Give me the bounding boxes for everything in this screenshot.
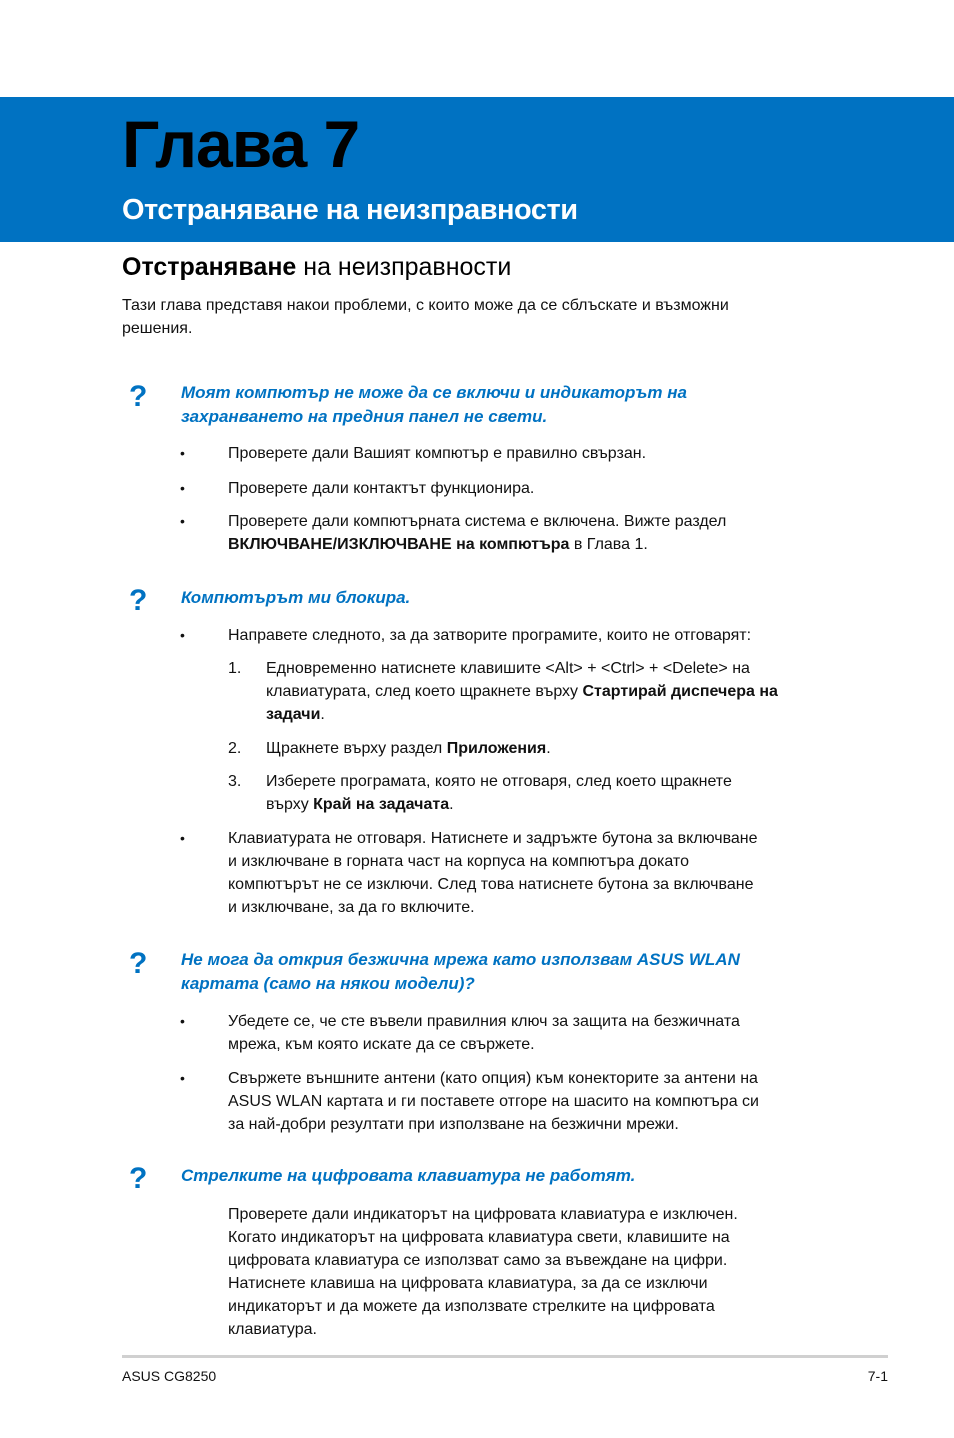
q3-bullet-2 xyxy=(228,1067,833,1136)
bullet-icon: • xyxy=(180,830,185,846)
step-line: върху xyxy=(266,796,314,813)
intro-paragraph xyxy=(122,294,822,340)
chapter-title: Глава 7 xyxy=(122,107,360,181)
answer-line: клавиатура. xyxy=(228,1321,317,1338)
question-1 xyxy=(181,381,821,429)
bullet-icon: • xyxy=(180,513,185,529)
question-mark-icon: ? xyxy=(129,1162,148,1195)
bullet-icon: • xyxy=(180,1070,185,1086)
bullet-line: Свържете външните антени (като опция) към конекторите за антени на xyxy=(228,1070,758,1087)
answer-line: Когато индикаторът на цифровата клавиатура свети, клавишите на xyxy=(228,1229,730,1246)
q2-step-1 xyxy=(266,657,836,726)
footer-product-name: ASUS CG8250 xyxy=(122,1368,217,1384)
q2-step-2 xyxy=(266,737,836,760)
q1-bullet-1: Проверете дали Вашият компютър е правилно свързан. xyxy=(228,445,647,462)
q2-bullet-1: Направете следното, за да затворите програмите, които не отговарят: xyxy=(228,627,752,644)
step-line: Изберете програмата, която не отговаря, след което щракнете xyxy=(266,773,732,790)
bullet-line: ASUS WLAN картата и ги поставете отгоре на шасито на компютъра си xyxy=(228,1093,759,1110)
answer-line: индикаторът и да можете да използвате стрелките на цифровата xyxy=(228,1298,715,1315)
q4-answer xyxy=(228,1203,833,1341)
bullet-icon: • xyxy=(180,1013,185,1029)
bullet-line-rest: в Глава 1. xyxy=(569,536,648,553)
bullet-line: и изключване, за да го включите. xyxy=(228,899,475,916)
section-title-bold: Отстраняване xyxy=(122,253,297,281)
answer-line: Проверете дали индикаторът на цифровата клавиатура е изключен. xyxy=(228,1206,738,1223)
step-number: 2. xyxy=(228,740,242,757)
q1-bullet-3 xyxy=(228,510,833,556)
question-mark-icon: ? xyxy=(129,380,148,413)
question-line: Не мога да открия безжична мрежа като използвам ASUS WLAN xyxy=(181,950,740,969)
step-bold: Край на задачата xyxy=(313,796,450,813)
chapter-subtitle: Отстраняване на неизправности xyxy=(122,194,578,226)
question-3 xyxy=(181,948,821,996)
answer-line: цифровата клавиатура се използват само за въвеждане на цифри. xyxy=(228,1252,728,1269)
step-line: Щракнете върху раздел xyxy=(266,740,447,757)
q2-step-3 xyxy=(266,770,836,816)
question-line: захранването на предния панел не свети. xyxy=(181,407,548,426)
bullet-line: за най-добри резултати при използване на безжични мрежи. xyxy=(228,1116,679,1133)
step-line-rest: . xyxy=(449,796,454,813)
bullet-icon: • xyxy=(180,445,185,461)
q1-bullet-2: Проверете дали контактът функционира. xyxy=(228,480,535,497)
bullet-line: Убедете се, че сте въвели правилния ключ за защита на безжичната xyxy=(228,1013,740,1030)
bullet-line: Проверете дали компютърната система е включена. Вижте раздел xyxy=(228,513,727,530)
reference-link-text: ВКЛЮЧВАНЕ/ИЗКЛЮЧВАНЕ на компютъра xyxy=(228,536,570,553)
section-title xyxy=(122,250,511,284)
bullet-line: мрежа, към която искате да се свържете. xyxy=(228,1036,535,1053)
step-line: клавиатурата, след което щракнете върху xyxy=(266,683,583,700)
question-4: Стрелките на цифровата клавиатура не работят. xyxy=(181,1166,636,1185)
question-line: Моят компютър не може да се включи и индикаторът на xyxy=(181,383,687,402)
answer-line: Натиснете клавиша на цифровата клавиатура, за да се изключи xyxy=(228,1275,708,1292)
intro-line: решения. xyxy=(122,320,193,337)
footer-divider xyxy=(122,1355,888,1358)
question-mark-icon: ? xyxy=(129,947,148,980)
step-line: Едновременно натиснете клавишите <Alt> + <Ctrl> + <Delete> на xyxy=(266,660,750,677)
q3-bullet-1 xyxy=(228,1010,833,1056)
section-title-rest: на неизправности xyxy=(296,253,512,281)
step-bold: Стартирай диспечера на xyxy=(582,683,778,700)
bullet-line: компютърът не се изключи. След това натиснете бутона за включване xyxy=(228,876,754,893)
bullet-icon: • xyxy=(180,480,185,496)
intro-line: Тази глава представя накои проблеми, с които може да се сблъскате и възможни xyxy=(122,297,729,314)
question-2: Компютърът ми блокира. xyxy=(181,588,411,607)
bullet-icon: • xyxy=(180,627,185,643)
step-bold: Приложения xyxy=(446,740,547,757)
step-number: 3. xyxy=(228,773,242,790)
question-mark-icon: ? xyxy=(129,584,148,617)
step-number: 1. xyxy=(228,660,242,677)
step-bold: задачи xyxy=(266,706,321,723)
footer-page-number: 7-1 xyxy=(867,1368,888,1384)
bullet-line: и изключване в горната част на корпуса на компютъра докато xyxy=(228,853,689,870)
bullet-line: Клавиатурата не отговаря. Натиснете и задръжте бутона за включване xyxy=(228,830,758,847)
step-line-rest: . xyxy=(546,740,551,757)
question-line: картата (само на някои модели)? xyxy=(181,974,475,993)
step-line-rest: . xyxy=(320,706,325,723)
q2-bullet-2 xyxy=(228,827,833,919)
